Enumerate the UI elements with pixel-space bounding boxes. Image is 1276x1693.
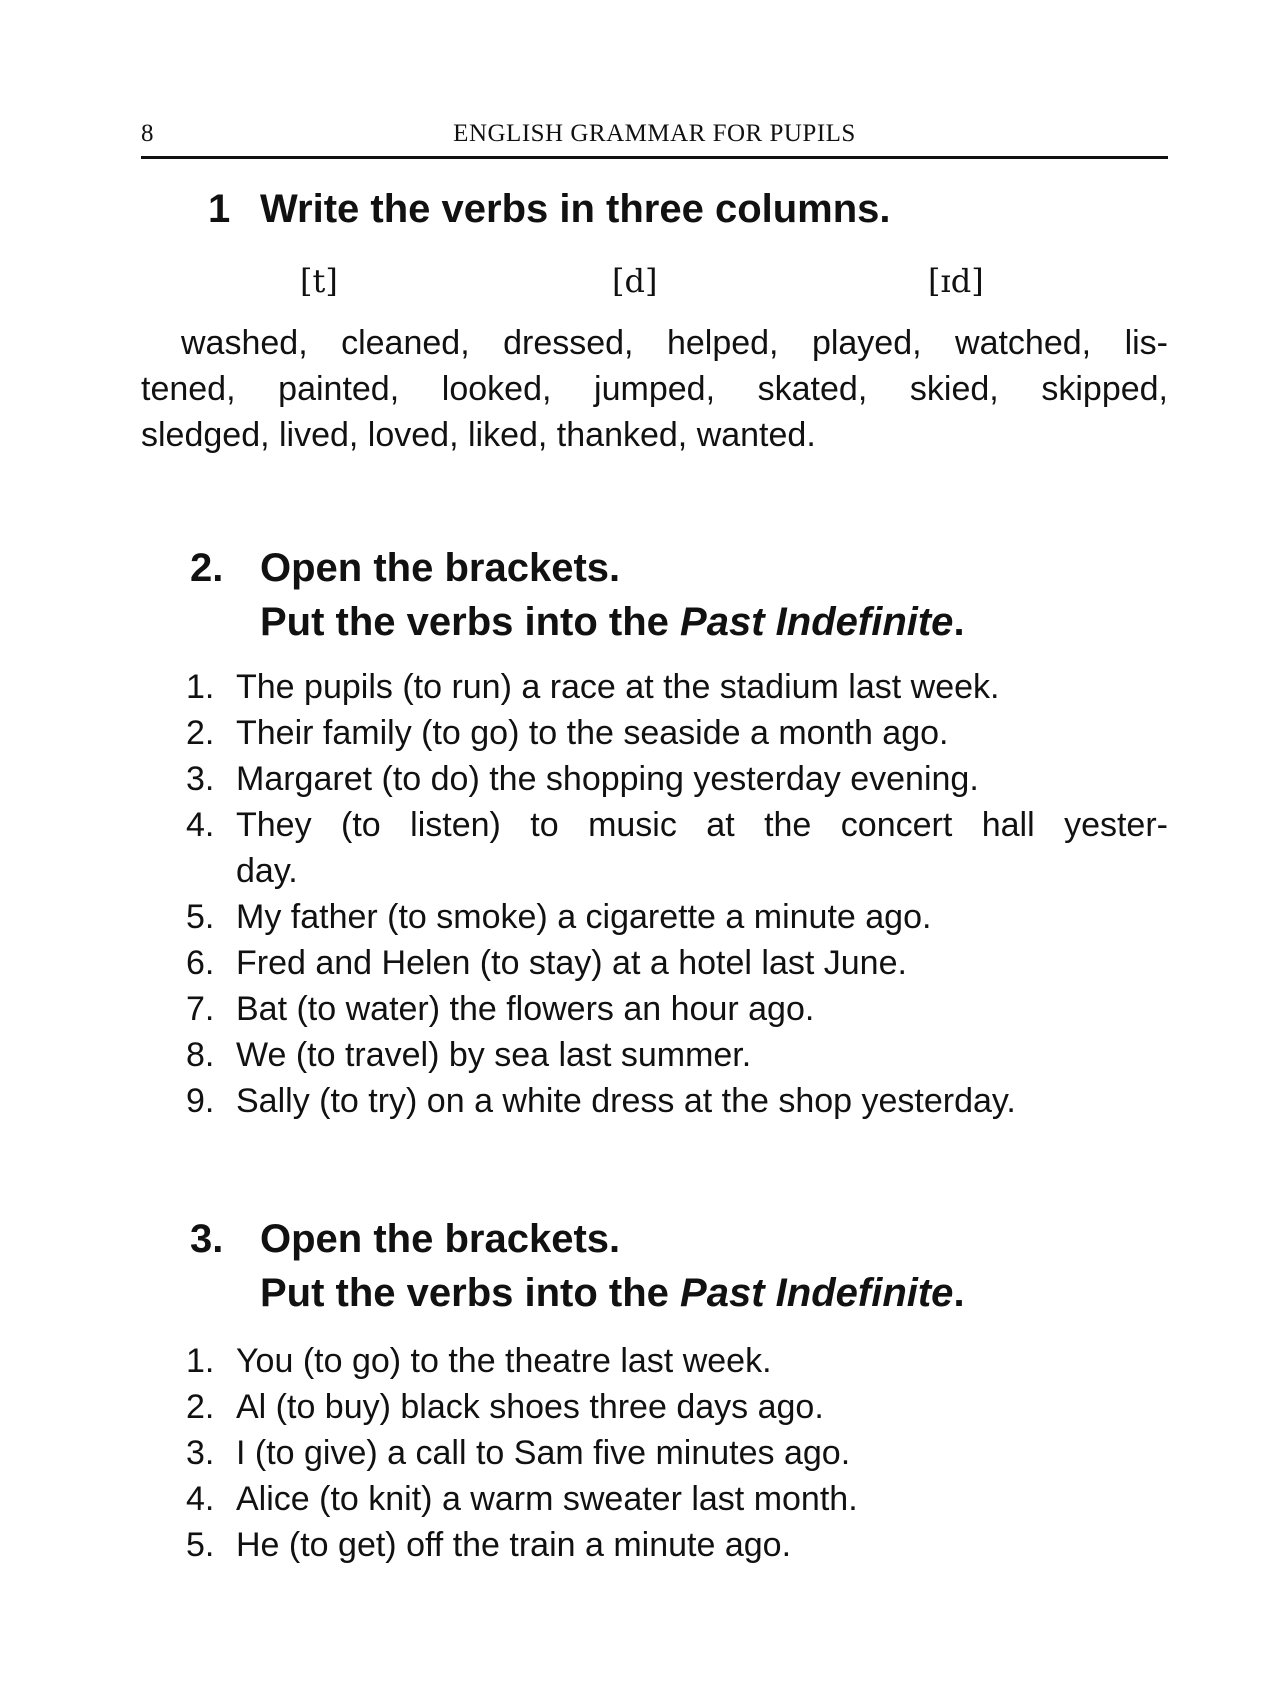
item-text: We (to travel) by sea last summer.: [236, 1036, 752, 1074]
item-number: 2.: [186, 1388, 215, 1426]
item-text: Fred and Helen (to stay) at a hotel last June.: [236, 944, 907, 982]
list-item: [186, 898, 1168, 944]
list-item: [186, 1434, 1168, 1480]
exercise-1-heading: [208, 182, 1168, 236]
verbs-line-1: washed, cleaned, dressed, helped, played, watched, lis-: [181, 324, 1168, 362]
item-number: 4.: [186, 806, 215, 844]
list-item: [186, 1036, 1168, 1082]
item-text: Their family (to go) to the seaside a month ago.: [236, 714, 949, 752]
exercise-3-heading: [190, 1212, 1168, 1320]
exercise-2-title-tense: Past Indefinite: [680, 600, 954, 644]
exercise-1-title: Write the verbs in three columns.: [260, 187, 891, 231]
item-number: 1.: [186, 668, 215, 706]
list-item: [186, 1480, 1168, 1526]
list-item: [186, 760, 1168, 806]
header-rule: [141, 156, 1168, 159]
item-text: Alice (to knit) a warm sweater last month.: [236, 1480, 858, 1518]
item-text: You (to go) to the theatre last week.: [236, 1342, 772, 1380]
exercise-2-number: 2.: [190, 546, 224, 590]
exercise-2-title-prefix: Put the verbs into the: [260, 600, 681, 644]
verbs-line-2: tened, painted, looked, jumped, skated, skied, skipped,: [141, 370, 1168, 408]
item-text: I (to give) a call to Sam five minutes ago.: [236, 1434, 851, 1472]
list-item: [186, 944, 1168, 990]
item-number: 2.: [186, 714, 215, 752]
item-number: 4.: [186, 1480, 215, 1518]
item-text: Al (to buy) black shoes three days ago.: [236, 1388, 824, 1426]
item-number: 8.: [186, 1036, 215, 1074]
exercise-3-title-tense: Past Indefinite: [680, 1271, 954, 1315]
item-text: He (to get) off the train a minute ago.: [236, 1526, 792, 1564]
list-item: [186, 1388, 1168, 1434]
item-text: Margaret (to do) the shopping yesterday evening.: [236, 760, 979, 798]
column-header-d: [d]: [612, 262, 658, 300]
item-text: The pupils (to run) a race at the stadium last week.: [236, 668, 1000, 706]
item-text: Bat (to water) the flowers an hour ago.: [236, 990, 815, 1028]
item-number: 1.: [186, 1342, 215, 1380]
exercise-2-title-line-2: [260, 595, 965, 649]
item-number: 7.: [186, 990, 215, 1028]
item-number: 9.: [186, 1082, 215, 1120]
item-text: They (to listen) to music at the concert hall yester-: [236, 806, 1168, 844]
item-number: 3.: [186, 1434, 215, 1472]
running-title: ENGLISH GRAMMAR FOR PUPILS: [453, 120, 856, 147]
list-item: [186, 990, 1168, 1036]
column-header-id: [ɪd]: [928, 262, 984, 300]
exercise-3-title-prefix: Put the verbs into the: [260, 1271, 681, 1315]
verbs-line-3: sledged, lived, loved, liked, thanked, wanted.: [141, 416, 816, 454]
item-text: Sally (to try) on a white dress at the shop yesterday.: [236, 1082, 1016, 1120]
item-number: 5.: [186, 898, 215, 936]
item-text: My father (to smoke) a cigarette a minute ago.: [236, 898, 932, 936]
list-item: [186, 714, 1168, 760]
exercise-3-title-period: .: [953, 1271, 965, 1315]
exercise-3-title-line-2: [260, 1266, 965, 1320]
list-item: [186, 1082, 1168, 1128]
exercise-3-number: 3.: [190, 1217, 224, 1261]
exercise-2-title-line-1: Open the brackets.: [260, 546, 621, 590]
exercise-2-heading: [190, 541, 1168, 649]
list-item: [186, 1342, 1168, 1388]
list-item: [186, 1526, 1168, 1572]
item-number: 6.: [186, 944, 215, 982]
column-header-t: [t]: [300, 262, 338, 300]
exercise-1-number: 1: [208, 187, 231, 231]
exercise-3-title-line-1: Open the brackets.: [260, 1217, 621, 1261]
item-number: 3.: [186, 760, 215, 798]
page-number: 8: [141, 120, 154, 147]
running-header: [141, 112, 1168, 158]
exercise-2-title-period: .: [953, 600, 965, 644]
item-text-continuation: day.: [236, 852, 298, 890]
item-number: 5.: [186, 1526, 215, 1564]
list-item: [186, 806, 1168, 898]
list-item: [186, 668, 1168, 714]
